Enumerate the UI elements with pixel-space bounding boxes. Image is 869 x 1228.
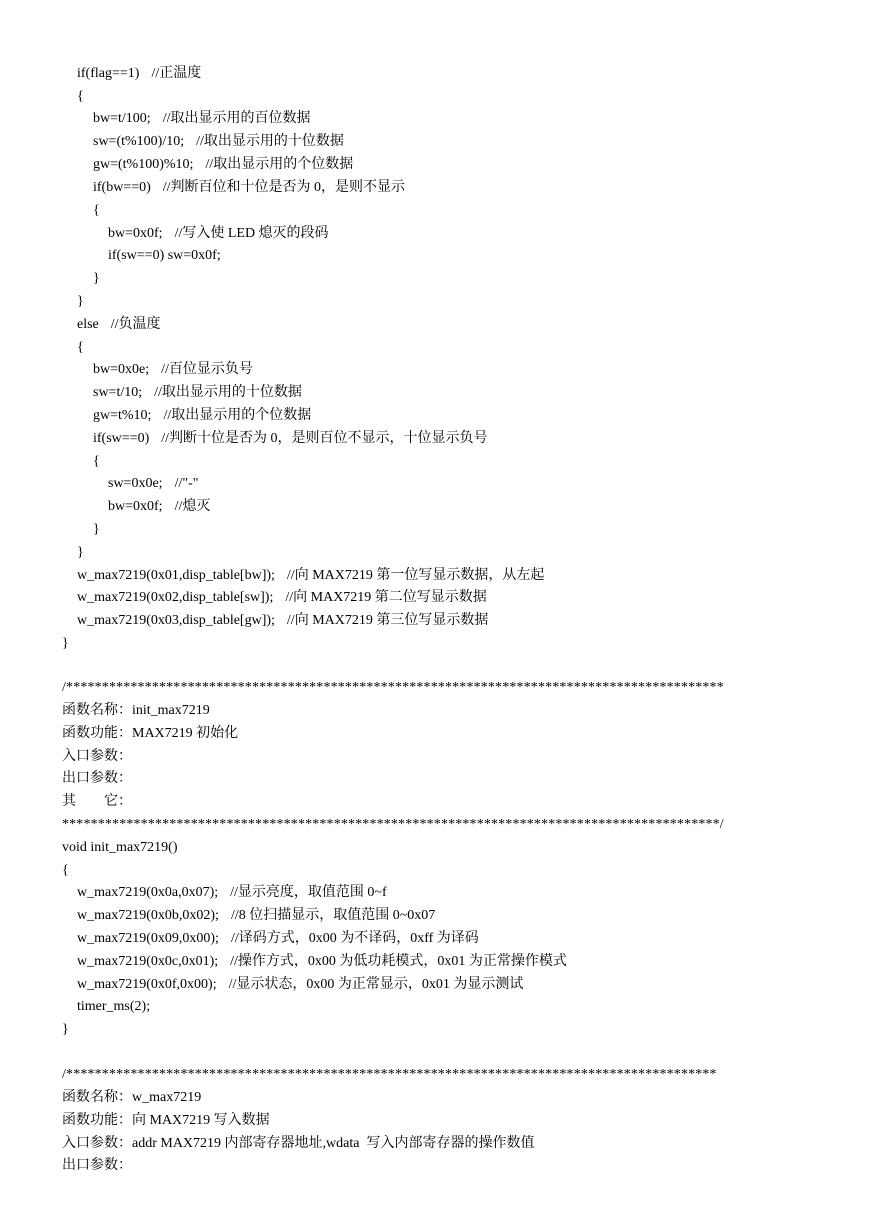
code-line bbox=[93, 110, 310, 128]
code-text: } bbox=[62, 636, 69, 651]
comment-separator bbox=[62, 679, 724, 697]
code-comment: //判断百位和十位是否为 0，是则不显示 bbox=[162, 180, 406, 195]
code-text: } bbox=[93, 271, 100, 286]
code-text: w_max7219(0x0b,0x02); bbox=[77, 908, 219, 923]
code-comment: //取出显示用的个位数据 bbox=[163, 408, 312, 423]
code-text: 函数功能：向 MAX7219 写入数据 bbox=[62, 1113, 270, 1128]
code-text: 函数名称：w_max7219 bbox=[62, 1090, 202, 1105]
code-text: w_max7219(0x09,0x00); bbox=[77, 931, 219, 946]
code-text: ********************************************************************************************/ bbox=[62, 817, 724, 832]
code-text: w_max7219(0x0c,0x01); bbox=[77, 954, 219, 969]
code-line bbox=[77, 88, 84, 106]
code-text: 入口参数： bbox=[62, 749, 132, 764]
code-comment: //向 MAX7219 第二位写显示数据 bbox=[285, 590, 487, 605]
code-line bbox=[77, 316, 161, 334]
code-line bbox=[62, 1021, 69, 1039]
code-line bbox=[62, 839, 178, 857]
code-text: 函数功能：MAX7219 初始化 bbox=[62, 726, 239, 741]
code-line bbox=[93, 521, 100, 539]
code-text: w_max7219(0x03,disp_table[gw]); bbox=[77, 613, 275, 628]
code-text: /******************************************************************************************* bbox=[62, 1067, 717, 1082]
code-text: else bbox=[77, 317, 99, 332]
code-text: gw=t%10; bbox=[93, 408, 152, 423]
code-line bbox=[62, 1157, 132, 1175]
code-line bbox=[77, 953, 567, 971]
comment-separator bbox=[62, 816, 724, 834]
code-text: bw=0x0e; bbox=[93, 362, 150, 377]
code-text: if(flag==1) bbox=[77, 66, 140, 81]
code-line bbox=[77, 612, 488, 630]
code-text: w_max7219(0x01,disp_table[bw]); bbox=[77, 568, 275, 583]
code-line bbox=[108, 225, 329, 243]
code-line bbox=[62, 748, 132, 766]
code-comment: //写入使 LED 熄灭的段码 bbox=[174, 226, 329, 241]
code-comment: //取出显示用的十位数据 bbox=[196, 134, 344, 149]
code-line bbox=[93, 430, 488, 448]
code-comment: //向 MAX7219 第一位写显示数据，从左起 bbox=[286, 568, 545, 583]
code-line bbox=[77, 339, 84, 357]
code-comment: //向 MAX7219 第三位写显示数据 bbox=[286, 613, 489, 628]
code-text: } bbox=[77, 545, 84, 560]
code-text: w_max7219(0x0a,0x07); bbox=[77, 885, 219, 900]
code-line bbox=[77, 544, 84, 562]
code-comment: //判断十位是否为 0，是则百位不显示，十位显示负号 bbox=[161, 431, 488, 446]
code-comment: //取出显示用的十位数据 bbox=[154, 385, 302, 400]
code-text: } bbox=[93, 522, 100, 537]
code-comment: //8 位扫描显示，取值范围 0~0x07 bbox=[230, 908, 436, 923]
code-line bbox=[62, 793, 132, 811]
code-comment: //熄灭 bbox=[174, 499, 211, 514]
code-line bbox=[62, 702, 210, 720]
code-text: { bbox=[77, 340, 84, 355]
code-text: sw=(t%100)/10; bbox=[93, 134, 185, 149]
code-text: sw=t/10; bbox=[93, 385, 143, 400]
code-line bbox=[62, 862, 69, 880]
code-text: /******************************************************************************************** bbox=[62, 680, 724, 695]
code-line bbox=[77, 567, 544, 585]
code-text: gw=(t%100)%10; bbox=[93, 157, 194, 172]
code-text: { bbox=[77, 89, 84, 104]
code-line bbox=[108, 498, 210, 516]
code-line bbox=[93, 156, 353, 174]
code-line bbox=[93, 133, 344, 151]
code-text: timer_ms(2); bbox=[77, 999, 151, 1014]
code-line bbox=[77, 65, 201, 83]
code-text: 出口参数： bbox=[62, 1158, 132, 1173]
code-comment: //操作方式，0x00 为低功耗模式，0x01 为正常操作模式 bbox=[230, 954, 567, 969]
code-text: sw=0x0e; bbox=[108, 476, 163, 491]
code-text: bw=t/100; bbox=[93, 111, 151, 126]
code-line bbox=[93, 179, 405, 197]
comment-separator bbox=[62, 1066, 717, 1084]
code-line bbox=[77, 998, 150, 1016]
code-line bbox=[77, 907, 435, 925]
code-text: } bbox=[62, 1022, 69, 1037]
code-text: if(bw==0) bbox=[93, 180, 151, 195]
code-text: { bbox=[93, 203, 100, 218]
code-comment: //显示状态，0x00 为正常显示，0x01 为显示测试 bbox=[228, 977, 524, 992]
code-text: 函数名称：init_max7219 bbox=[62, 703, 210, 718]
code-line bbox=[62, 725, 238, 743]
code-line bbox=[93, 202, 100, 220]
code-text: 其 它： bbox=[62, 794, 132, 809]
code-text: { bbox=[93, 454, 100, 469]
code-line bbox=[77, 884, 387, 902]
code-comment: //百位显示负号 bbox=[161, 362, 253, 377]
code-line bbox=[93, 407, 311, 425]
code-comment: //取出显示用的百位数据 bbox=[162, 111, 311, 126]
code-comment: //显示亮度，取值范围 0~f bbox=[230, 885, 387, 900]
code-comment: //译码方式，0x00 为不译码，0xff 为译码 bbox=[230, 931, 479, 946]
code-text: 入口参数：addr MAX7219 内部寄存器地址,wdata 写入内部寄存器的操作数值 bbox=[62, 1136, 535, 1151]
code-line bbox=[62, 635, 69, 653]
code-text: if(sw==0) bbox=[93, 431, 150, 446]
code-text: if(sw==0) sw=0x0f; bbox=[108, 248, 221, 263]
code-line bbox=[62, 1135, 534, 1153]
code-text: void init_max7219() bbox=[62, 840, 178, 855]
code-text: 出口参数： bbox=[62, 771, 132, 786]
code-line bbox=[77, 930, 479, 948]
code-line bbox=[62, 1089, 201, 1107]
code-comment: //负温度 bbox=[110, 317, 161, 332]
code-text: bw=0x0f; bbox=[108, 226, 163, 241]
code-line bbox=[62, 1112, 270, 1130]
code-text: w_max7219(0x02,disp_table[sw]); bbox=[77, 590, 274, 605]
code-line bbox=[93, 384, 302, 402]
code-line bbox=[77, 293, 84, 311]
code-comment: //取出显示用的个位数据 bbox=[205, 157, 354, 172]
code-line bbox=[93, 270, 100, 288]
code-text: } bbox=[77, 294, 84, 309]
code-line bbox=[108, 475, 198, 493]
code-text: w_max7219(0x0f,0x00); bbox=[77, 977, 217, 992]
code-comment: //"-" bbox=[174, 476, 199, 491]
code-line bbox=[93, 361, 253, 379]
code-comment: //正温度 bbox=[151, 66, 202, 81]
code-text: { bbox=[62, 863, 69, 878]
code-line bbox=[62, 770, 132, 788]
code-line bbox=[93, 453, 100, 471]
code-line bbox=[77, 589, 487, 607]
code-line bbox=[108, 247, 221, 265]
code-line bbox=[77, 976, 523, 994]
code-text: bw=0x0f; bbox=[108, 499, 163, 514]
